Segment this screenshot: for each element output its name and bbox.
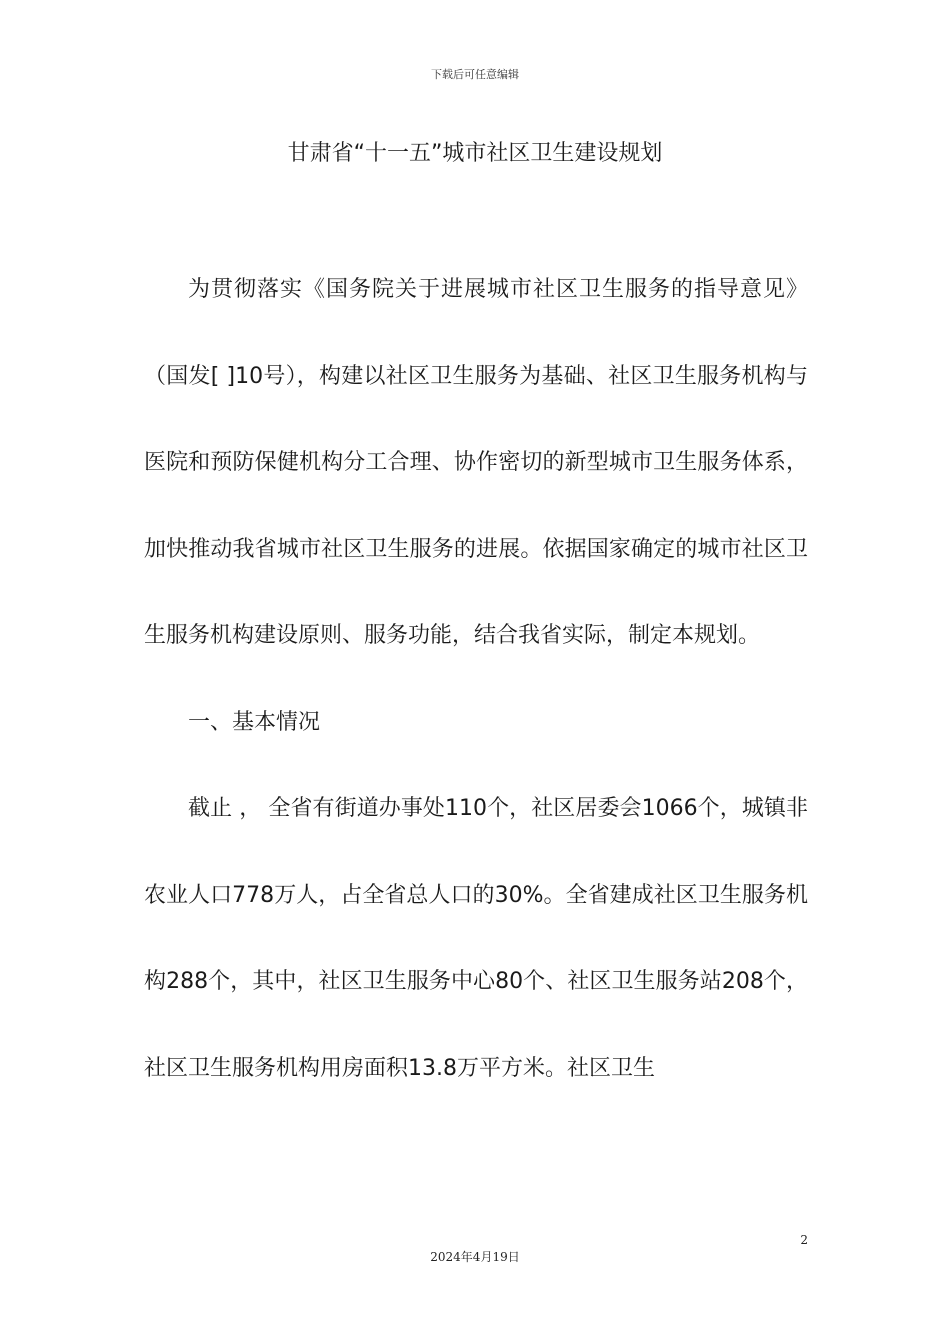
page-number: 2 (800, 1233, 808, 1247)
paragraph-intro: 为贯彻落实《国务院关于进展城市社区卫生服务的指导意见》（国发[ ]10号），构建以社区卫生服务为基础、社区卫生服务机构与医院和预防保健机构分工合理、协作密切的新型城市卫生服务体系，加快推动我省城市社区卫生服务的进展。依据国家确定的城市社区卫生服务机构建设原则、服务功能，结合我省实际，制定本规划。 (144, 277, 808, 648)
header-note: 下载后可任意编辑 (431, 68, 519, 81)
document-body (144, 247, 808, 1112)
document-title: 甘肃省“十一五”城市社区卫生建设规划 (287, 141, 663, 166)
paragraph-statistics: 截止 ， 全省有街道办事处110个，社区居委会1066个，城镇非农业人口778万人，占全省总人口的30%。全省建成社区卫生服务机构288个，其中，社区卫生服务中心80个、社区卫生服务站208个，社区卫生服务机构用房面积13.8万平方米。社区卫生 (144, 796, 808, 1081)
footer-date: 2024年4月19日 (430, 1250, 520, 1264)
section-heading-basic-situation: 一、基本情况 (188, 709, 321, 735)
